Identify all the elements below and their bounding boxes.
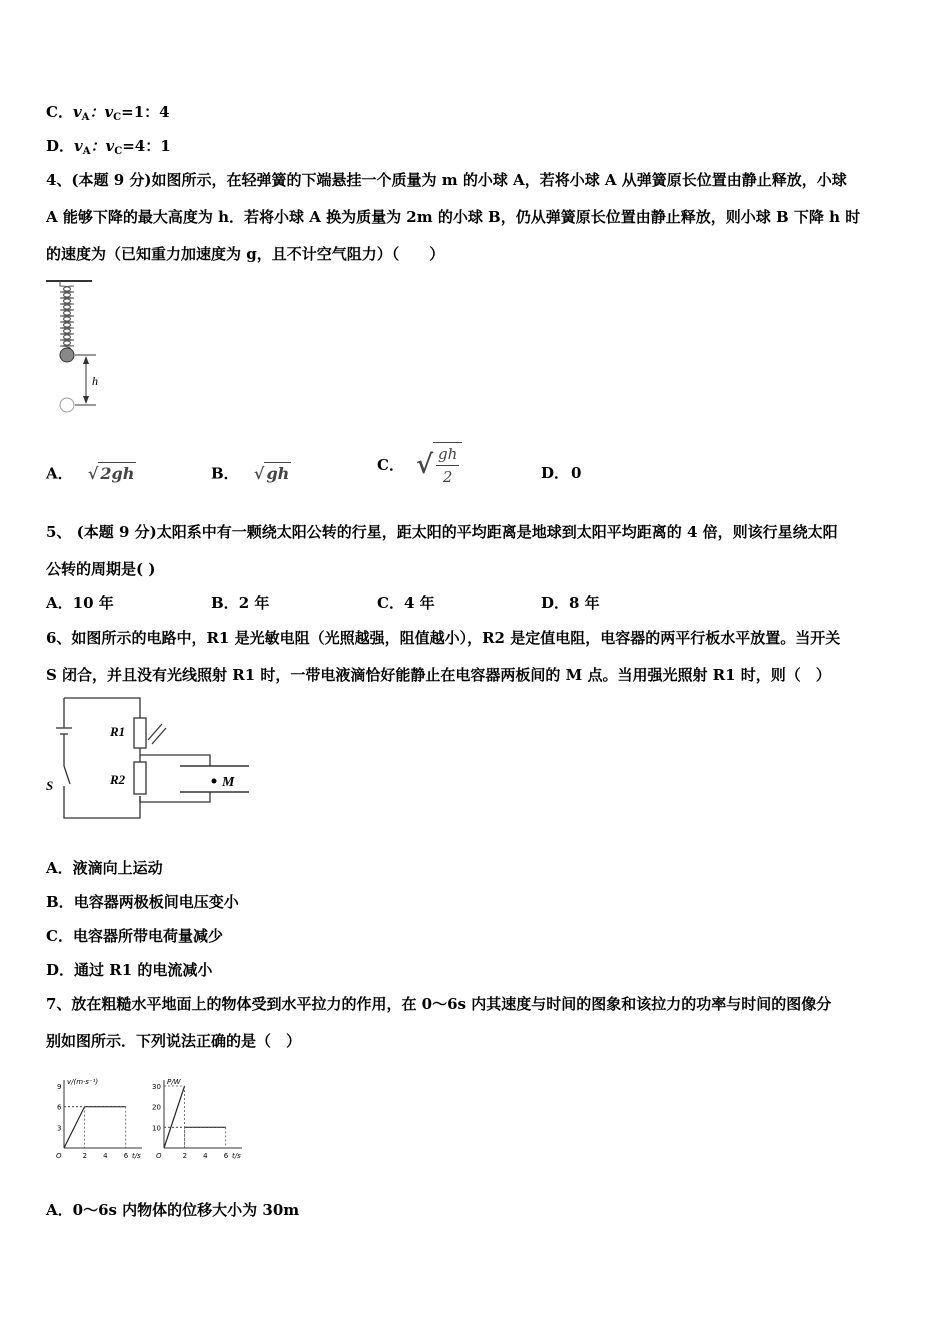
x-axis-label: t/s [132,1152,141,1160]
height-label: h [92,374,98,388]
x-axis-label: t/s [232,1152,241,1160]
x-tick-label: 6 [223,1152,229,1160]
q5-stem-line2: 公转的周期是( ) [46,560,156,578]
y-tick-label: 9 [57,1083,62,1091]
q3-option-c: C．$v_A$：$v_C=1$：4 [46,103,170,123]
wire-top [64,698,140,718]
q4-stem-line3: 的速度为（已知重力加速度为 g，且不计空气阻力）（ ） [46,245,445,263]
circuit-figure [44,692,259,822]
q3-option-d: D．$v_A$：$v_C=4$：1 [46,137,171,157]
y-tick-label: 6 [57,1103,62,1112]
droplet-point-m [212,779,217,784]
q7-option-a: A．0～6s 内物体的位移大小为 30m [46,1201,300,1219]
q6-option-d: D．通过 R1 的电流减小 [46,961,213,979]
series-line-segment [164,1086,185,1148]
series-line-segment [64,1107,126,1148]
q6-option-a: A．液滴向上运动 [46,859,163,877]
q6-option-b: B．电容器两极板间电压变小 [46,893,239,911]
ball-bottom [60,398,74,412]
x-tick-label: 4 [103,1152,108,1160]
q7-stem-line2: 别如图所示．下列说法正确的是（ ） [46,1032,302,1050]
spring-coil [60,281,74,352]
y-axis-label: v/(m·s⁻¹) [67,1078,99,1086]
ball-top [60,348,74,362]
y-axis-label: P/W [167,1078,181,1086]
q6-stem-line1: 6、如图所示的电路中，R1 是光敏电阻（光照越强，阻值越小），R2 是定值电阻，电容器的两平行板水平放置。当开关 [46,629,841,647]
q4-option-c: C． √ gh 2 [377,440,462,490]
m-label: M [222,775,235,790]
x-tick-label: 6 [123,1152,129,1160]
q7-stem-line1: 7、放在粗糙水平地面上的物体受到水平拉力的作用，在 0～6s 内其速度与时间的图象和该拉力的功率与时间的图像分 [46,995,832,1013]
y-tick-label: 30 [152,1083,161,1091]
r2-label: R2 [110,772,126,787]
q5-option-c: C．4 年 [377,594,435,612]
q4-stem-line2: A 能够下降的最大高度为 h．若将小球 A 换为质量为 2m 的小球 B，仍从弹簧原长位置由静止释放，则小球 B 下降 h 时 [46,208,861,226]
x-tick-label: 2 [182,1152,188,1160]
q5-option-d: D．8 年 [541,594,600,612]
r1-resistor [134,718,146,748]
switch-blade [64,766,70,784]
q5-option-a: A．10 年 [46,594,114,612]
r2-resistor [134,762,146,794]
q4-option-d: D． 0 [541,464,582,482]
r1-label: R1 [110,724,126,739]
x-tick-label: 2 [82,1152,88,1160]
q4-option-b: B． √ gh [211,463,290,483]
switch-label: S [46,778,54,793]
y-tick-label: 10 [152,1124,161,1133]
q5-stem-line1: 5、 (本题 9 分)太阳系中有一颗绕太阳公转的行星，距太阳的平均距离是地球到太阳平均距离的 4 倍，则该行星绕太阳 [46,523,838,541]
x-tick-label: O [56,1152,62,1160]
y-tick-label: 20 [152,1103,161,1112]
q4-option-a: A． √ 2gh [46,463,135,483]
q5-option-b: B．2 年 [211,594,270,612]
spring-figure [44,278,114,418]
x-tick-label: O [156,1152,162,1160]
q6-option-c: C．电容器所带电荷量减少 [46,927,223,945]
q6-stem-line2: S 闭合，并且没有光线照射 R1 时，一带电液滴恰好能静止在电容器两板间的 M 点。当用强光照射 R1 时，则（ ） [46,666,831,684]
y-tick-label: 3 [57,1124,62,1133]
x-tick-label: 4 [203,1152,208,1160]
velocity-time-chart [50,1076,150,1160]
q4-stem-line1: 4、(本题 9 分)如图所示，在轻弹簧的下端悬挂一个质量为 m 的小球 A，若将小球 A 从弹簧原长位置由静止释放，小球 [46,171,847,189]
power-time-chart [150,1076,250,1160]
